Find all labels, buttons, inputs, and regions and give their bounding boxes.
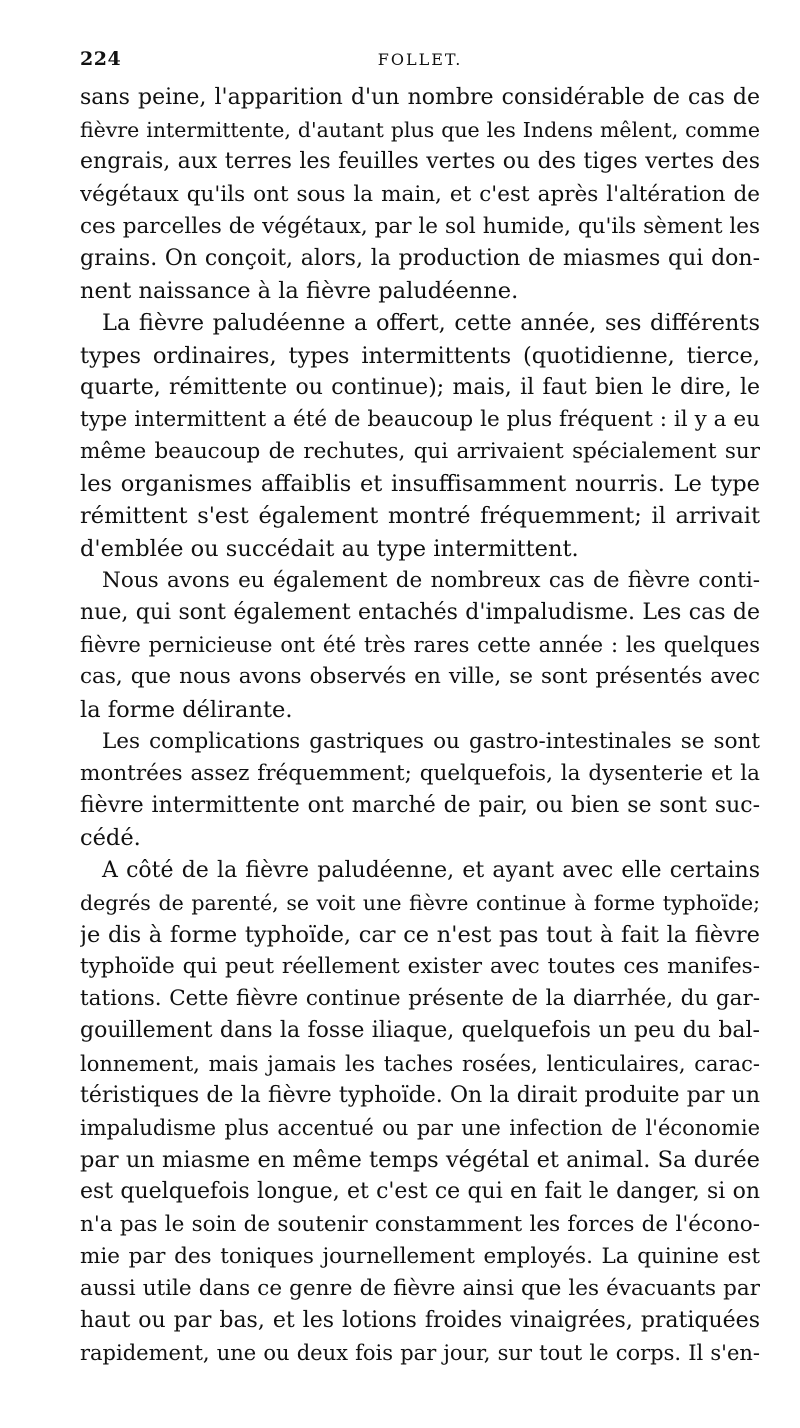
text-line: grains. On conçoit, alors, la production de miasmes qui don-	[80, 245, 760, 271]
text-line: n'a pas le soin de soutenir constamment les forces de l'écono-	[80, 1211, 760, 1237]
text-line: tations. Cette fièvre continue présente de la diarrhée, du gar-	[80, 986, 760, 1012]
text-line: quarte, rémittente ou continue); mais, il faut bien le dire, le	[80, 374, 760, 400]
text-line: A côté de la fièvre paludéenne, et ayant avec elle certains	[102, 857, 760, 883]
text-line: téristiques de la fièvre typhoïde. On la dirait produite par un	[80, 1082, 760, 1108]
text-line: aussi utile dans ce genre de fièvre ainsi que les évacuants par	[80, 1275, 760, 1301]
page-number: 224	[80, 48, 122, 70]
text-line: par un miasme en même temps végétal et animal. Sa durée	[80, 1147, 760, 1174]
text-line: gouillement dans la fosse iliaque, quelquefois un peu du bal-	[80, 1018, 760, 1044]
text-line: engrais, aux terres les feuilles vertes ou des tiges vertes des	[80, 149, 760, 175]
text-line: Les complications gastriques ou gastro-intestinales se sont	[102, 728, 760, 754]
text-line: fièvre intermittente ont marché de pair, ou bien se sont suc-	[80, 793, 760, 819]
text-line: Nous avons eu également de nombreux cas de fièvre conti-	[102, 567, 760, 593]
text-line: degrés de parenté, se voit une fièvre continue à forme typhoïde;	[80, 890, 760, 915]
text-line: végétaux qu'ils ont sous la main, et c'est après l'altération de	[80, 181, 760, 207]
text-line: ces parcelles de végétaux, par le sol humide, qu'ils sèment les	[80, 213, 760, 239]
text-line: mie par des toniques journellement employés. La quinine est	[80, 1243, 760, 1269]
text-line: types ordinaires, types intermittents (quotidienne, tierce,	[80, 342, 760, 369]
text-line: haut ou par bas, et les lotions froides vinaigrées, pratiquées	[80, 1308, 760, 1334]
text-line: nent naissance à la fièvre paludéenne.	[80, 278, 519, 305]
text-line: sans peine, l'apparition d'un nombre considérable de cas de	[80, 85, 760, 110]
text-line: nue, qui sont également entachés d'impaludisme. Les cas de	[80, 600, 760, 625]
text-line: même beaucoup de rechutes, qui arrivaient spécialement sur	[80, 439, 760, 465]
text-line: fièvre intermittente, d'autant plus que les Indens mêlent, comme	[80, 118, 760, 143]
text-line: la forme délirante.	[80, 696, 293, 723]
text-line: cas, que nous avons observés en ville, se sont présentés avec	[80, 664, 760, 690]
text-line: La fièvre paludéenne a offert, cette année, ses différents	[102, 310, 760, 337]
text-line: d'emblée ou succédait au type intermittent.	[80, 535, 579, 562]
page-header	[80, 48, 760, 78]
text-line: les organismes affaiblis et insuffisamment nourris. Le type	[80, 471, 760, 498]
text-line: montrées assez fréquemment; quelquefois, la dysenterie et la	[80, 760, 760, 786]
text-line: je dis à forme typhoïde, car ce n'est pas tout à fait la fièvre	[80, 921, 760, 948]
text-line: lonnement, mais jamais les taches rosées, lenticulaires, carac-	[80, 1051, 760, 1076]
running-title: FOLLET.	[377, 50, 463, 69]
text-line: est quelquefois longue, et c'est ce qui en fait le danger, si on	[80, 1179, 760, 1205]
text-line: fièvre pernicieuse ont été très rares cette année : les quelques	[80, 633, 760, 658]
body-text	[80, 82, 760, 1370]
text-line: rémittent s'est également montré fréquemment; il arrivait	[80, 503, 760, 530]
text-line: cédé.	[80, 825, 141, 852]
text-line: rapidement, une ou deux fois par jour, sur tout le corps. Il s'en-	[80, 1341, 760, 1366]
text-line: type intermittent a été de beaucoup le plus fréquent : il y a eu	[80, 406, 760, 432]
text-line: impaludisme plus accentué ou par une infection de l'économie	[80, 1116, 760, 1140]
text-line: typhoïde qui peut réellement exister avec toutes ces manifes-	[80, 954, 760, 980]
